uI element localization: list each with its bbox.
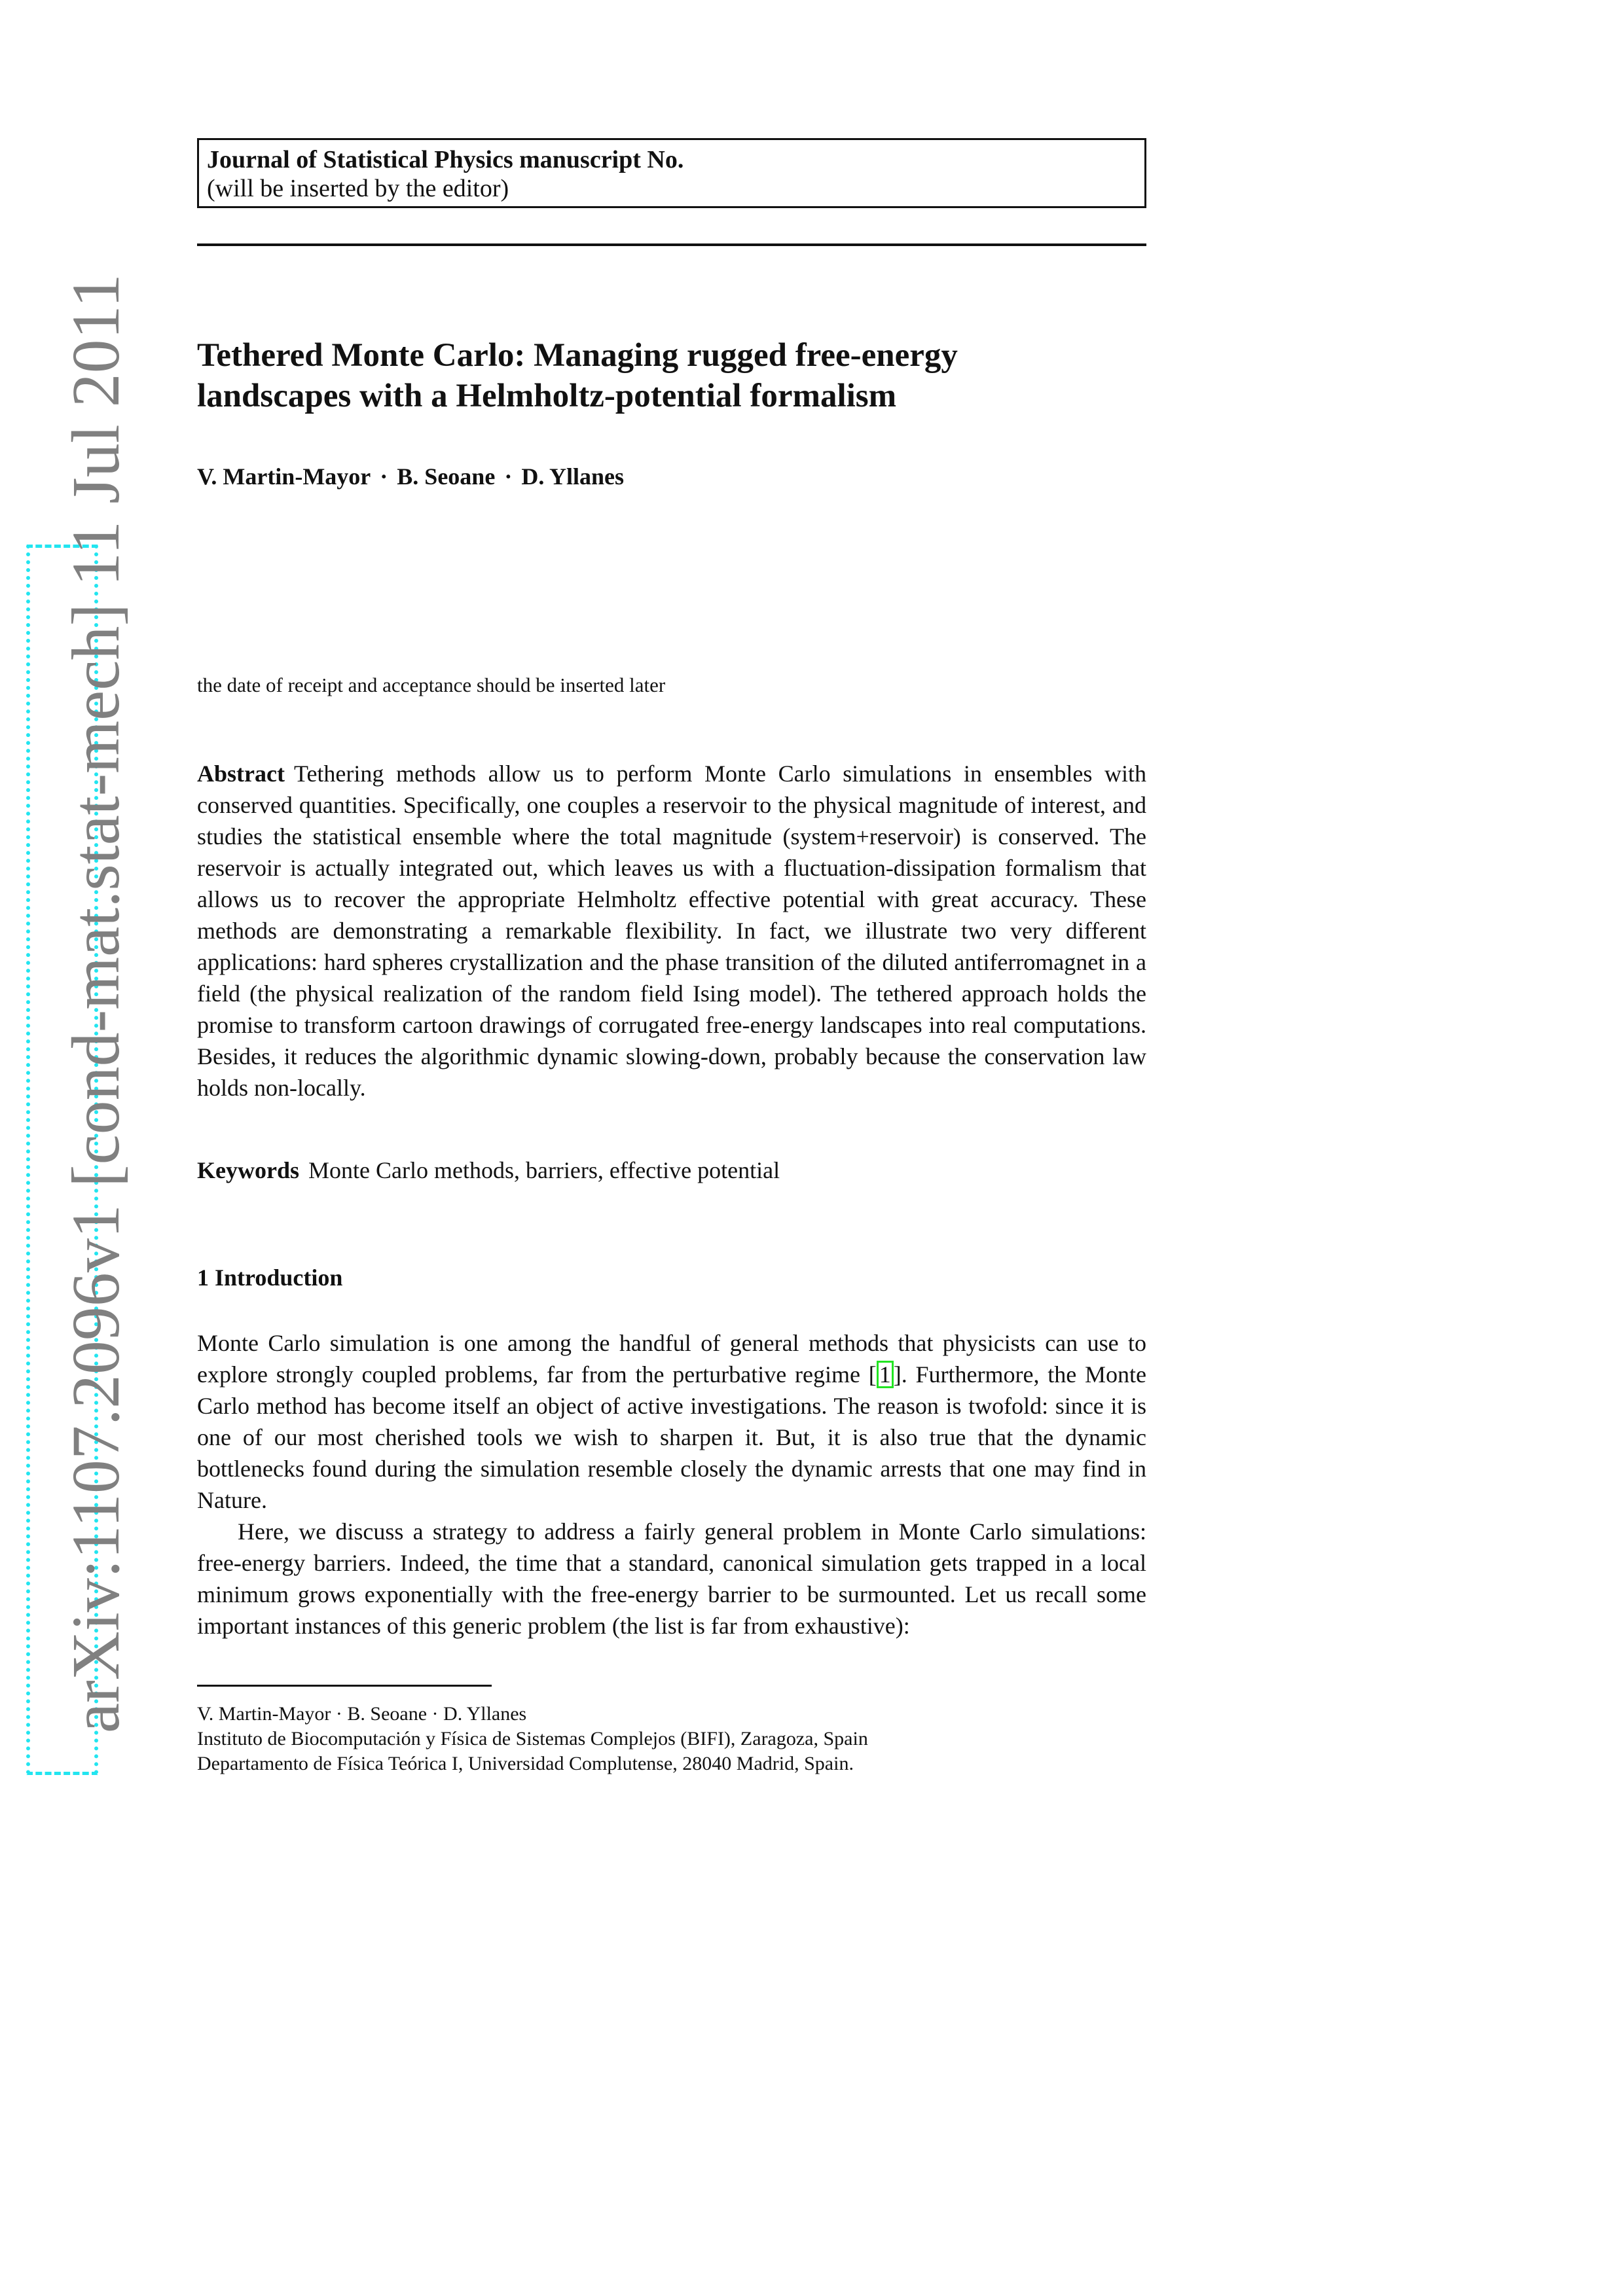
author-separator: · [380, 463, 388, 490]
author-list [197, 462, 624, 491]
abstract-text: Tethering methods allow us to perform Monte Carlo simulations in ensembles with conserved quantities. Specifically, one couples a reservoir to the physical magnitude of interest, and studies the statistical ensemble where the total magnitude (system+reservoir) is conserved. The reservoir is actually integrated out, which leaves us with a fluctuation-dissipation formalism that allows us to recover the appropriate Helmholtz effective potential with great accuracy. These methods are demonstrating a remarkable flexibility. In fact, we illustrate two very different applications: hard spheres crystallization and the phase transition of the diluted antiferromagnet in a field (the physical realization of the random field Ising model). The tethered approach holds the promise to transform cartoon drawings of corrugated free-energy landscapes into real computations. Besides, it reduces the algorithmic dynamic slowing-down, probably because the conservation law holds non-locally. [197, 761, 1146, 1101]
intro-p1-text-a: Monte Carlo simulation is one among the handful of general methods that physicists can use to explore strongly coupled problems, far from the perturbative regime [ [197, 1330, 1146, 1388]
footnote-authors: V. Martin-Mayor · B. Seoane · D. Yllanes [197, 1703, 527, 1725]
footnote [197, 1702, 868, 1776]
keywords-text: Monte Carlo methods, barriers, effective potential [308, 1157, 780, 1183]
keywords [197, 1155, 1146, 1186]
paper-title-line-2: landscapes with a Helmholtz-potential formalism [197, 378, 897, 414]
paper-title [197, 335, 1153, 416]
intro-paragraph-2: Here, we discuss a strategy to address a fairly general problem in Monte Carlo simulations: free-energy barriers. Indeed, the time that a standard, canonical simulation gets trapped in a local minimum grows exponentially with the free-energy barrier to be surmounted. Let us recall some important instances of this generic problem (the list is far from exhaustive): [197, 1518, 1146, 1639]
intro-p1-text-b: ]. Furthermore, the Monte Carlo method has become itself an object of active investigations. The reason is twofold: since it is one of our most cherished tools we wish to sharpen it. But, it is also true that the dynamic bottlenecks found during the simulation resemble closely the dynamic arrests that one may find in Nature. [197, 1361, 1146, 1513]
footnote-rule [197, 1685, 492, 1687]
header-rule [197, 243, 1146, 246]
intro-paragraph-1 [197, 1327, 1146, 1516]
author-name: D. Yllanes [521, 463, 625, 490]
arxiv-identifier[interactable]: arXiv:1107.2096v1 [cond-mat.stat-mech] 11 Jul 2011 [58, 274, 134, 1733]
section-heading-introduction: 1 Introduction [197, 1265, 343, 1291]
abstract-label: Abstract [197, 761, 285, 787]
footnote-affiliation-2: Departamento de Física Teórica I, Universidad Complutense, 28040 Madrid, Spain. [197, 1753, 854, 1774]
citation-link[interactable]: 1 [877, 1361, 894, 1388]
journal-name: Journal of Statistical Physics manuscript No. [207, 146, 684, 173]
journal-editor-note: (will be inserted by the editor) [207, 175, 509, 202]
author-name: V. Martin-Mayor [197, 463, 371, 490]
paper-title-line-1: Tethered Monte Carlo: Managing rugged free-energy [197, 337, 958, 374]
author-name: B. Seoane [397, 463, 496, 490]
journal-header-box [197, 138, 1146, 208]
received-date-note: the date of receipt and acceptance should be inserted later [197, 673, 666, 696]
author-separator: · [504, 463, 513, 490]
abstract [197, 758, 1146, 1103]
keywords-label: Keywords [197, 1157, 299, 1183]
footnote-affiliation-1: Instituto de Biocomputación y Física de Sistemas Complejos (BIFI), Zaragoza, Spain [197, 1728, 868, 1749]
